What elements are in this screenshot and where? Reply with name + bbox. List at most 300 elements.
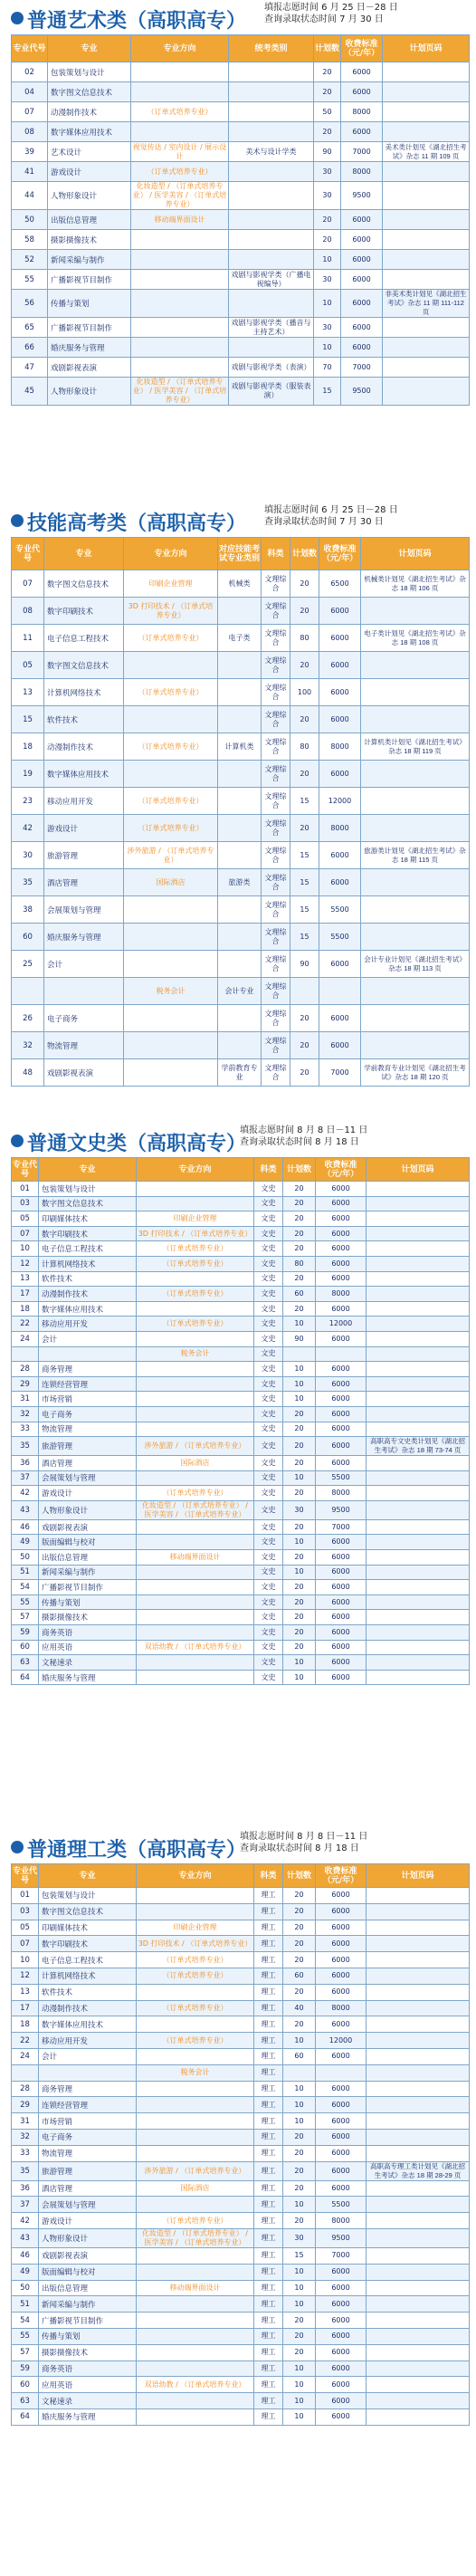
major-direction: 涉外旅游 / （订单式培养专业）	[124, 842, 218, 869]
table-row	[12, 2000, 470, 2016]
column-header: 统考类别	[229, 35, 314, 62]
cell-value: 文史	[254, 1580, 283, 1595]
cell-value: 20	[290, 761, 319, 788]
major-direction	[137, 2344, 254, 2361]
major-name: 数字媒体应用技术	[48, 122, 131, 142]
cell-value: 戏剧与影视学类（播音与主持艺术）	[229, 318, 314, 338]
major-direction: 双语幼教 / （订单式培养专业）	[137, 1640, 254, 1655]
table-row	[12, 2328, 470, 2344]
plan-page	[367, 2000, 470, 2016]
major-name: 动漫制作技术	[39, 1287, 137, 1302]
table-row	[12, 2247, 470, 2264]
major-name: 广播影视节目制作	[39, 2313, 137, 2329]
cell-value: 6000	[316, 1211, 367, 1227]
cell-value: 6500	[319, 570, 361, 598]
cell-value: 戏剧与影视学类（广播电视编导）	[229, 270, 314, 290]
major-code: 08	[12, 122, 48, 142]
major-direction	[124, 1032, 218, 1059]
cell-value: 20	[283, 1550, 316, 1566]
column-header: 专业方向	[124, 538, 218, 570]
cell-value: 20	[283, 1594, 316, 1610]
cell-value: 文理综合	[262, 1032, 290, 1059]
major-name: 会计	[39, 1331, 137, 1346]
major-name: 旅游管理	[39, 2161, 137, 2180]
major-direction	[131, 318, 229, 338]
cell-value	[218, 924, 262, 951]
major-direction	[137, 1594, 254, 1610]
major-code: 17	[12, 1287, 39, 1302]
major-name: 计算机网络技术	[44, 679, 124, 706]
major-direction: 化妆造型 / （订单式培养专业） / 医学美容 / （订单式培养专业）	[137, 2228, 254, 2247]
cell-value: 6000	[316, 1535, 367, 1550]
cell-value: 6000	[319, 951, 361, 978]
cell-value: 20	[314, 122, 341, 142]
major-direction: （订单式培养专业）	[124, 625, 218, 652]
major-direction	[131, 290, 229, 318]
cell-value: 理工	[254, 2161, 283, 2180]
cell-value: 文理综合	[262, 652, 290, 679]
apply-time: 填报志愿时间 8 月 8 日－11 日	[240, 1832, 368, 1842]
major-code: 07	[12, 570, 44, 598]
major-name: 应用英语	[39, 2377, 137, 2393]
plan-page	[367, 1470, 470, 1486]
cell-value: 文史	[254, 1211, 283, 1227]
table-row	[12, 1005, 470, 1032]
plan-page	[367, 1376, 470, 1392]
cell-value: 6000	[316, 1640, 367, 1655]
major-direction	[137, 2197, 254, 2213]
cell-value: 文史	[254, 1486, 283, 1501]
table-row	[12, 2313, 470, 2329]
cell-value: 10	[283, 2081, 316, 2097]
plan-page	[383, 102, 470, 122]
major-direction	[124, 1005, 218, 1032]
plan-page: 高职高专理工类计划见《湖北招生考试》杂志 18 期 28-29 页	[367, 2161, 470, 2180]
table-row	[12, 250, 470, 270]
cell-value	[229, 122, 314, 142]
table-row	[12, 2033, 470, 2049]
table-row	[12, 625, 470, 652]
cell-value: 理工	[254, 2393, 283, 2409]
major-name: 商务管理	[39, 1362, 137, 1377]
major-code: 42	[12, 1486, 39, 1501]
major-name	[39, 1346, 137, 1362]
cell-value: 文理综合	[262, 733, 290, 761]
major-name: 酒店管理	[39, 2180, 137, 2197]
cell-value: 理工	[254, 2228, 283, 2247]
table-row	[12, 761, 470, 788]
cell-value: 6000	[316, 1362, 367, 1377]
cell-value: 20	[290, 706, 319, 733]
major-code: 05	[12, 1920, 39, 1936]
major-name: 商务英语	[39, 1625, 137, 1641]
cell-value: 6000	[316, 1331, 367, 1346]
table-row	[12, 2145, 470, 2161]
table-row	[12, 1317, 470, 1332]
cell-value: 文史	[254, 1470, 283, 1486]
major-code: 46	[12, 2247, 39, 2264]
major-direction: （订单式培养专业）	[137, 1968, 254, 1984]
cell-value: 5500	[319, 896, 361, 924]
major-name: 移动应用开发	[39, 2033, 137, 2049]
plan-page	[367, 1317, 470, 1332]
cell-value: 6000	[316, 1256, 367, 1271]
cell-value: 6000	[316, 2264, 367, 2280]
table-row	[12, 706, 470, 733]
major-code: 10	[12, 1952, 39, 1968]
plan-page: 会计专业计划见《湖北招生考试》杂志 18 期 113 页	[361, 951, 470, 978]
table-row	[12, 1580, 470, 1595]
plan-page	[367, 2264, 470, 2280]
table-row	[12, 1610, 470, 1625]
plan-page	[367, 2393, 470, 2409]
cell-value: 10	[314, 250, 341, 270]
plan-page	[367, 2064, 470, 2081]
major-code: 47	[12, 358, 48, 378]
major-name: 婚庆服务与管理	[39, 2408, 137, 2425]
cell-value: 9500	[341, 182, 383, 210]
cell-value: 文史	[254, 1331, 283, 1346]
cell-value: 理工	[254, 2328, 283, 2344]
major-code: 32	[12, 1406, 39, 1422]
cell-value: 20	[283, 1984, 316, 2000]
cell-value: 30	[314, 162, 341, 182]
cell-value	[283, 1346, 316, 1362]
plan-page	[361, 1032, 470, 1059]
major-code: 24	[12, 1331, 39, 1346]
cell-value: 理工	[254, 2064, 283, 2081]
table-row	[12, 1470, 470, 1486]
major-direction: 国际酒店	[124, 869, 218, 896]
major-name: 数字媒体应用技术	[39, 2016, 137, 2033]
cell-value: 100	[290, 679, 319, 706]
plan-page	[383, 378, 470, 406]
cell-value: 10	[283, 1392, 316, 1407]
column-header: 计划页码	[361, 538, 470, 570]
major-direction	[137, 1301, 254, 1317]
apply-time: 填报志愿时间 6 月 25 日－28 日	[264, 505, 398, 515]
major-code: 32	[12, 1032, 44, 1059]
plan-page	[367, 1888, 470, 1904]
major-code: 43	[12, 1500, 39, 1519]
major-direction	[131, 270, 229, 290]
major-name: 数字印刷技术	[39, 1226, 137, 1241]
major-code: 25	[12, 951, 44, 978]
major-code: 24	[12, 2048, 39, 2064]
major-code: 05	[12, 1211, 39, 1227]
cell-value: 6000	[319, 761, 361, 788]
column-header: 科类	[254, 1158, 283, 1182]
major-code: 58	[12, 230, 48, 250]
column-header: 专业代号	[12, 1158, 39, 1182]
major-name: 移动应用开发	[44, 788, 124, 815]
cell-value: 20	[283, 1580, 316, 1595]
major-direction: （订单式培养专业）	[137, 2000, 254, 2016]
cell-value: 6000	[316, 2097, 367, 2113]
table-row	[12, 1301, 470, 1317]
major-name: 摄影摄像技术	[39, 2344, 137, 2361]
major-name: 会展策划与管理	[44, 896, 124, 924]
cell-value: 文史	[254, 1594, 283, 1610]
table-row	[12, 951, 470, 978]
cell-value: 12000	[319, 788, 361, 815]
table-row	[12, 1362, 470, 1377]
major-name: 戏剧影视表演	[39, 1519, 137, 1535]
query-time: 查询录取状态时间 7 月 30 日	[264, 14, 384, 24]
cell-value: 6000	[319, 652, 361, 679]
major-name: 包装策划与设计	[48, 62, 131, 82]
major-name: 婚庆服务与管理	[48, 338, 131, 358]
table-row	[12, 1655, 470, 1671]
table-row	[12, 1903, 470, 1920]
cell-value	[218, 652, 262, 679]
cell-value: 60	[283, 1968, 316, 1984]
table-row	[12, 2197, 470, 2213]
cell-value: 6000	[316, 1655, 367, 1671]
major-name: 艺术设计	[48, 142, 131, 162]
cell-value	[218, 815, 262, 842]
cell-value: 10	[283, 2264, 316, 2280]
column-header: 计划数	[290, 538, 319, 570]
major-direction	[137, 2393, 254, 2409]
column-header: 科类	[254, 1864, 283, 1888]
major-name	[44, 978, 124, 1005]
table-row	[12, 1952, 470, 1968]
major-name: 摄影摄像技术	[39, 1610, 137, 1625]
major-code: 13	[12, 1984, 39, 2000]
major-code: 60	[12, 1640, 39, 1655]
major-direction	[137, 2328, 254, 2344]
cell-value: 8000	[319, 815, 361, 842]
plan-page	[367, 2081, 470, 2097]
major-code: 35	[12, 869, 44, 896]
major-direction	[137, 1182, 254, 1197]
plan-page	[367, 1241, 470, 1257]
major-name: 文秘速录	[39, 1655, 137, 1671]
plan-page	[367, 1920, 470, 1936]
cell-value: 理工	[254, 2313, 283, 2329]
cell-value: 文理综合	[262, 761, 290, 788]
cell-value: 10	[283, 2280, 316, 2296]
bullet-icon	[11, 12, 24, 24]
plan-page	[367, 1670, 470, 1685]
table-row	[12, 318, 470, 338]
cell-value: 美术与设计学类	[229, 142, 314, 162]
table-row	[12, 652, 470, 679]
section-header	[0, 503, 476, 533]
cell-value	[229, 82, 314, 102]
cell-value: 20	[290, 815, 319, 842]
cell-value: 6000	[341, 318, 383, 338]
major-direction: 涉外旅游 / （订单式培养专业）	[137, 1437, 254, 1456]
table-row	[12, 2264, 470, 2280]
table-row	[12, 2296, 470, 2313]
major-name: 软件技术	[39, 1984, 137, 2000]
major-direction	[131, 62, 229, 82]
cell-value: 理工	[254, 2081, 283, 2097]
plan-page	[367, 2328, 470, 2344]
major-code: 49	[12, 2264, 39, 2280]
major-direction	[137, 2408, 254, 2425]
table-row	[12, 2344, 470, 2361]
cell-value: 理工	[254, 2264, 283, 2280]
cell-value: 文史	[254, 1362, 283, 1377]
cell-value	[229, 290, 314, 318]
cell-value: 20	[283, 2180, 316, 2197]
major-code: 04	[12, 82, 48, 102]
plan-page	[367, 1580, 470, 1595]
major-direction	[137, 1470, 254, 1486]
major-code: 33	[12, 2145, 39, 2161]
plan-page	[367, 2129, 470, 2145]
cell-value: 6000	[316, 1550, 367, 1566]
cell-value: 20	[283, 2129, 316, 2145]
column-header: 专业	[44, 538, 124, 570]
plan-page	[361, 706, 470, 733]
table-row	[12, 1456, 470, 1471]
major-code: 59	[12, 2361, 39, 2377]
major-direction	[137, 1422, 254, 1437]
cell-value: 文史	[254, 1256, 283, 1271]
major-code: 03	[12, 1196, 39, 1211]
cell-value: 10	[283, 1317, 316, 1332]
major-code: 44	[12, 182, 48, 210]
cell-value: 理工	[254, 1936, 283, 1952]
major-code: 55	[12, 2328, 39, 2344]
plan-page	[367, 1903, 470, 1920]
cell-value: 理工	[254, 2016, 283, 2033]
major-code: 13	[12, 1271, 39, 1287]
major-direction	[137, 1670, 254, 1685]
cell-value: 文理综合	[262, 706, 290, 733]
plan-page	[367, 2228, 470, 2247]
column-header: 专业方向	[137, 1158, 254, 1182]
cell-value: 20	[283, 1486, 316, 1501]
cell-value: 6000	[319, 679, 361, 706]
apply-time: 填报志愿时间 8 月 8 日－11 日	[240, 1125, 368, 1135]
cell-value: 10	[283, 2296, 316, 2313]
plan-page	[367, 1500, 470, 1519]
plan-page	[383, 122, 470, 142]
cell-value: 20	[283, 1437, 316, 1456]
cell-value	[229, 62, 314, 82]
major-direction	[131, 230, 229, 250]
table-row	[12, 102, 470, 122]
cell-value: 理工	[254, 2247, 283, 2264]
major-name: 电子商务	[39, 1406, 137, 1422]
cell-value: 戏剧与影视学类（表演）	[229, 358, 314, 378]
table-row	[12, 122, 470, 142]
cell-value: 8000	[341, 162, 383, 182]
cell-value	[218, 679, 262, 706]
major-name: 广播影视节目制作	[48, 270, 131, 290]
cell-value: 7000	[341, 358, 383, 378]
major-name: 数字图文信息技术	[39, 1196, 137, 1211]
cell-value: 文史	[254, 1640, 283, 1655]
major-direction	[137, 1331, 254, 1346]
table-row	[12, 815, 470, 842]
major-code: 12	[12, 1256, 39, 1271]
plan-page	[367, 1519, 470, 1535]
major-name: 新闻采编与制作	[39, 1565, 137, 1580]
cell-value: 10	[283, 1565, 316, 1580]
cell-value: 6000	[316, 2393, 367, 2409]
major-code: 38	[12, 896, 44, 924]
plan-page	[367, 1456, 470, 1471]
major-direction: 化妆造型 / （订单式培养专业） / 医学美容 / （订单式培养专业）	[137, 1500, 254, 1519]
cell-value: 6000	[341, 62, 383, 82]
table-row	[12, 2064, 470, 2081]
cell-value: 会计专业	[218, 978, 262, 1005]
plan-page	[367, 1565, 470, 1580]
cell-value: 5500	[319, 924, 361, 951]
cell-value: 8000	[316, 1486, 367, 1501]
major-direction	[137, 1565, 254, 1580]
table-row	[12, 2113, 470, 2130]
plan-page	[367, 1211, 470, 1227]
cell-value: 10	[283, 1470, 316, 1486]
plan-page	[367, 1226, 470, 1241]
table-row	[12, 842, 470, 869]
cell-value: 30	[314, 182, 341, 210]
cell-value: 理工	[254, 1952, 283, 1968]
cell-value: 7000	[316, 1519, 367, 1535]
cell-value: 10	[314, 338, 341, 358]
major-direction	[137, 2145, 254, 2161]
plan-page: 机械类计划见《湖北招生考试》杂志 18 期 106 页	[361, 570, 470, 598]
cell-value: 文史	[254, 1500, 283, 1519]
major-name: 游戏设计	[39, 1486, 137, 1501]
plan-page: 计算机类计划见《湖北招生考试》杂志 18 期 119 页	[361, 733, 470, 761]
major-code: 41	[12, 162, 48, 182]
cell-value: 20	[283, 2328, 316, 2344]
major-direction	[137, 2048, 254, 2064]
column-header: 专业	[39, 1158, 137, 1182]
table-row	[12, 358, 470, 378]
plan-page	[367, 2113, 470, 2130]
major-code: 29	[12, 1376, 39, 1392]
major-code: 66	[12, 338, 48, 358]
cell-value: 6000	[316, 2180, 367, 2197]
cell-value: 理工	[254, 2145, 283, 2161]
major-direction: 化妆造型 / （订单式培养专业） / 医学美容 / （订单式培养专业）	[131, 182, 229, 210]
plan-page	[383, 358, 470, 378]
plan-page	[383, 62, 470, 82]
plan-page	[367, 1952, 470, 1968]
cell-value: 文史	[254, 1550, 283, 1566]
cell-value: 6000	[316, 1952, 367, 1968]
major-name: 包装策划与设计	[39, 1182, 137, 1197]
major-code: 07	[12, 102, 48, 122]
major-code: 45	[12, 378, 48, 406]
plan-page	[361, 679, 470, 706]
cell-value: 电子类	[218, 625, 262, 652]
cell-value: 理工	[254, 2361, 283, 2377]
major-code: 52	[12, 250, 48, 270]
major-name: 物流管理	[39, 2145, 137, 2161]
cell-value: 10	[283, 1655, 316, 1671]
cell-value: 20	[283, 1610, 316, 1625]
cell-value	[319, 978, 361, 1005]
cell-value: 10	[283, 2197, 316, 2213]
major-name: 软件技术	[39, 1271, 137, 1287]
major-code: 29	[12, 2097, 39, 2113]
cell-value: 6000	[319, 1032, 361, 1059]
cell-value: 20	[290, 570, 319, 598]
table-row	[12, 1331, 470, 1346]
cell-value	[229, 250, 314, 270]
major-code: 31	[12, 2113, 39, 2130]
